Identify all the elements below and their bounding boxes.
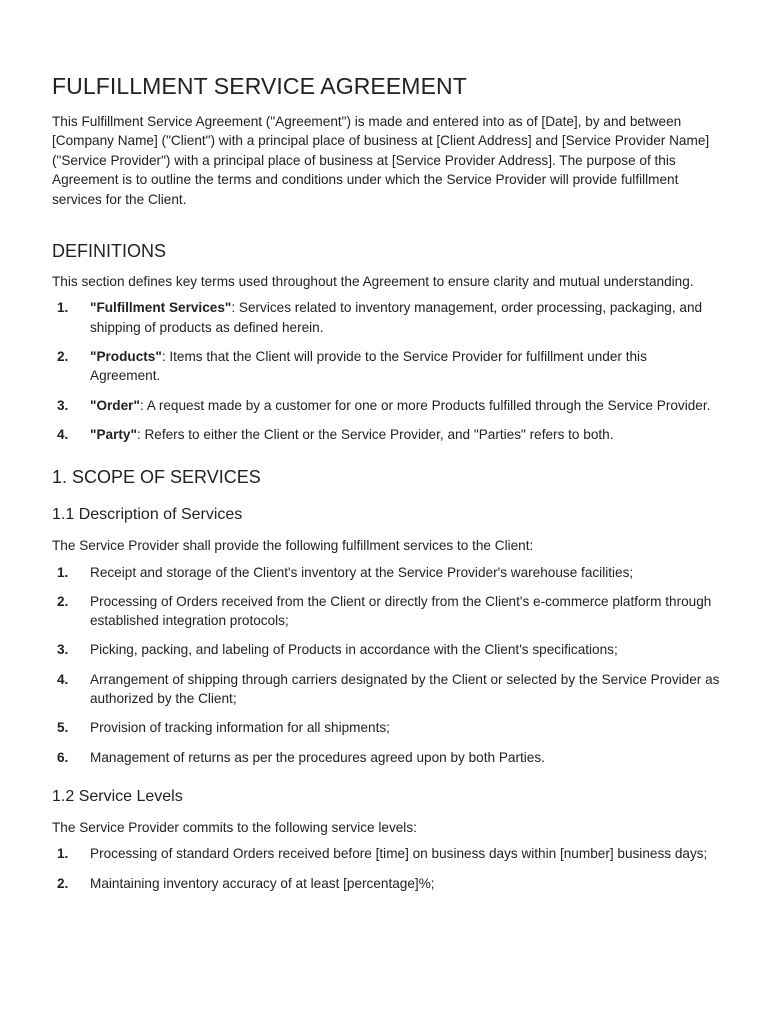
list-number: 2. <box>57 349 69 365</box>
list-item <box>52 670 720 709</box>
service-levels-heading: 1.2 Service Levels <box>52 787 183 805</box>
document-page <box>52 72 720 903</box>
list-item-text: Picking, packing, and labeling of Products in accordance with the Client's specifications; <box>90 642 618 658</box>
list-item <box>52 396 720 415</box>
list-item-text: Management of returns as per the procedures agreed upon by both Parties. <box>90 749 545 765</box>
definition-text: : Refers to either the Client or the Service Provider, and "Parties" refers to both. <box>136 426 614 442</box>
list-number: 2. <box>57 875 69 891</box>
document-title: FULFILLMENT SERVICE AGREEMENT <box>52 73 467 99</box>
list-item <box>52 718 720 737</box>
scope-heading: 1. SCOPE OF SERVICES <box>52 467 261 488</box>
definitions-list <box>52 298 720 444</box>
definition-term: "Party" <box>90 426 137 442</box>
list-item-text: Provision of tracking information for all shipments; <box>90 720 390 736</box>
list-item-text: Processing of standard Orders received before [time] on business days within [number] business days; <box>90 846 708 862</box>
list-number: 1. <box>57 846 69 862</box>
scope-section <box>52 466 720 893</box>
definition-term: "Fulfillment Services" <box>90 300 232 316</box>
list-item <box>52 347 720 386</box>
services-list <box>52 563 720 767</box>
list-item-text: Maintaining inventory accuracy of at least [percentage]%; <box>90 875 435 891</box>
list-item-text: Arrangement of shipping through carriers designated by the Client or selected by the Service Provider as authorized by the Client; <box>90 671 720 707</box>
definition-term: "Products" <box>90 349 162 365</box>
intro-paragraph: This Fulfillment Service Agreement ("Agreement") is made and entered into as of [Date], by and between [Company Name] ("Client") with a principal place of business at [Client Address] and [Service Provider Name] ("Service Provider") with a principal place of business at [Service Provider Address]. The purpose of this Agreement is to outline the terms and conditions under which the Service Provider will provide fulfillment services for the Client. <box>52 114 710 207</box>
list-item <box>52 874 720 893</box>
definition-term: "Order" <box>90 397 140 413</box>
service-levels-intro: The Service Provider commits to the following service levels: <box>52 819 417 835</box>
description-heading: 1.1 Description of Services <box>52 506 243 524</box>
list-number: 3. <box>57 397 69 413</box>
list-item <box>52 592 720 631</box>
description-intro: The Service Provider shall provide the following fulfillment services to the Client: <box>52 538 534 554</box>
list-item-text: Processing of Orders received from the Client or directly from the Client's e-commerce platform through established integration protocols; <box>90 593 712 629</box>
definition-text: : Items that the Client will provide to the Service Provider for fulfillment under this Agreement. <box>90 349 647 384</box>
definitions-heading: DEFINITIONS <box>52 241 167 262</box>
list-item <box>52 563 720 582</box>
list-item <box>52 640 720 659</box>
list-number: 5. <box>57 720 69 736</box>
definitions-section <box>52 240 720 444</box>
definitions-intro: This section defines key terms used throughout the Agreement to ensure clarity and mutual understanding. <box>52 274 694 290</box>
list-number: 1. <box>57 300 69 316</box>
list-item <box>52 298 720 337</box>
list-number: 1. <box>57 564 69 580</box>
list-number: 4. <box>57 426 69 442</box>
list-number: 4. <box>57 671 69 687</box>
list-item <box>52 425 720 444</box>
list-item <box>52 748 720 767</box>
list-item-text: Receipt and storage of the Client's inventory at the Service Provider's warehouse facilities; <box>90 564 634 580</box>
service-levels-list <box>52 844 720 893</box>
definition-text: : A request made by a customer for one or more Products fulfilled through the Service Provider. <box>139 397 711 413</box>
list-number: 2. <box>57 593 69 609</box>
list-number: 6. <box>57 749 69 765</box>
list-number: 3. <box>57 642 69 658</box>
definition-text: : Services related to inventory management, order processing, packaging, and shipping of products as defined herein. <box>90 300 703 335</box>
list-item <box>52 844 720 863</box>
